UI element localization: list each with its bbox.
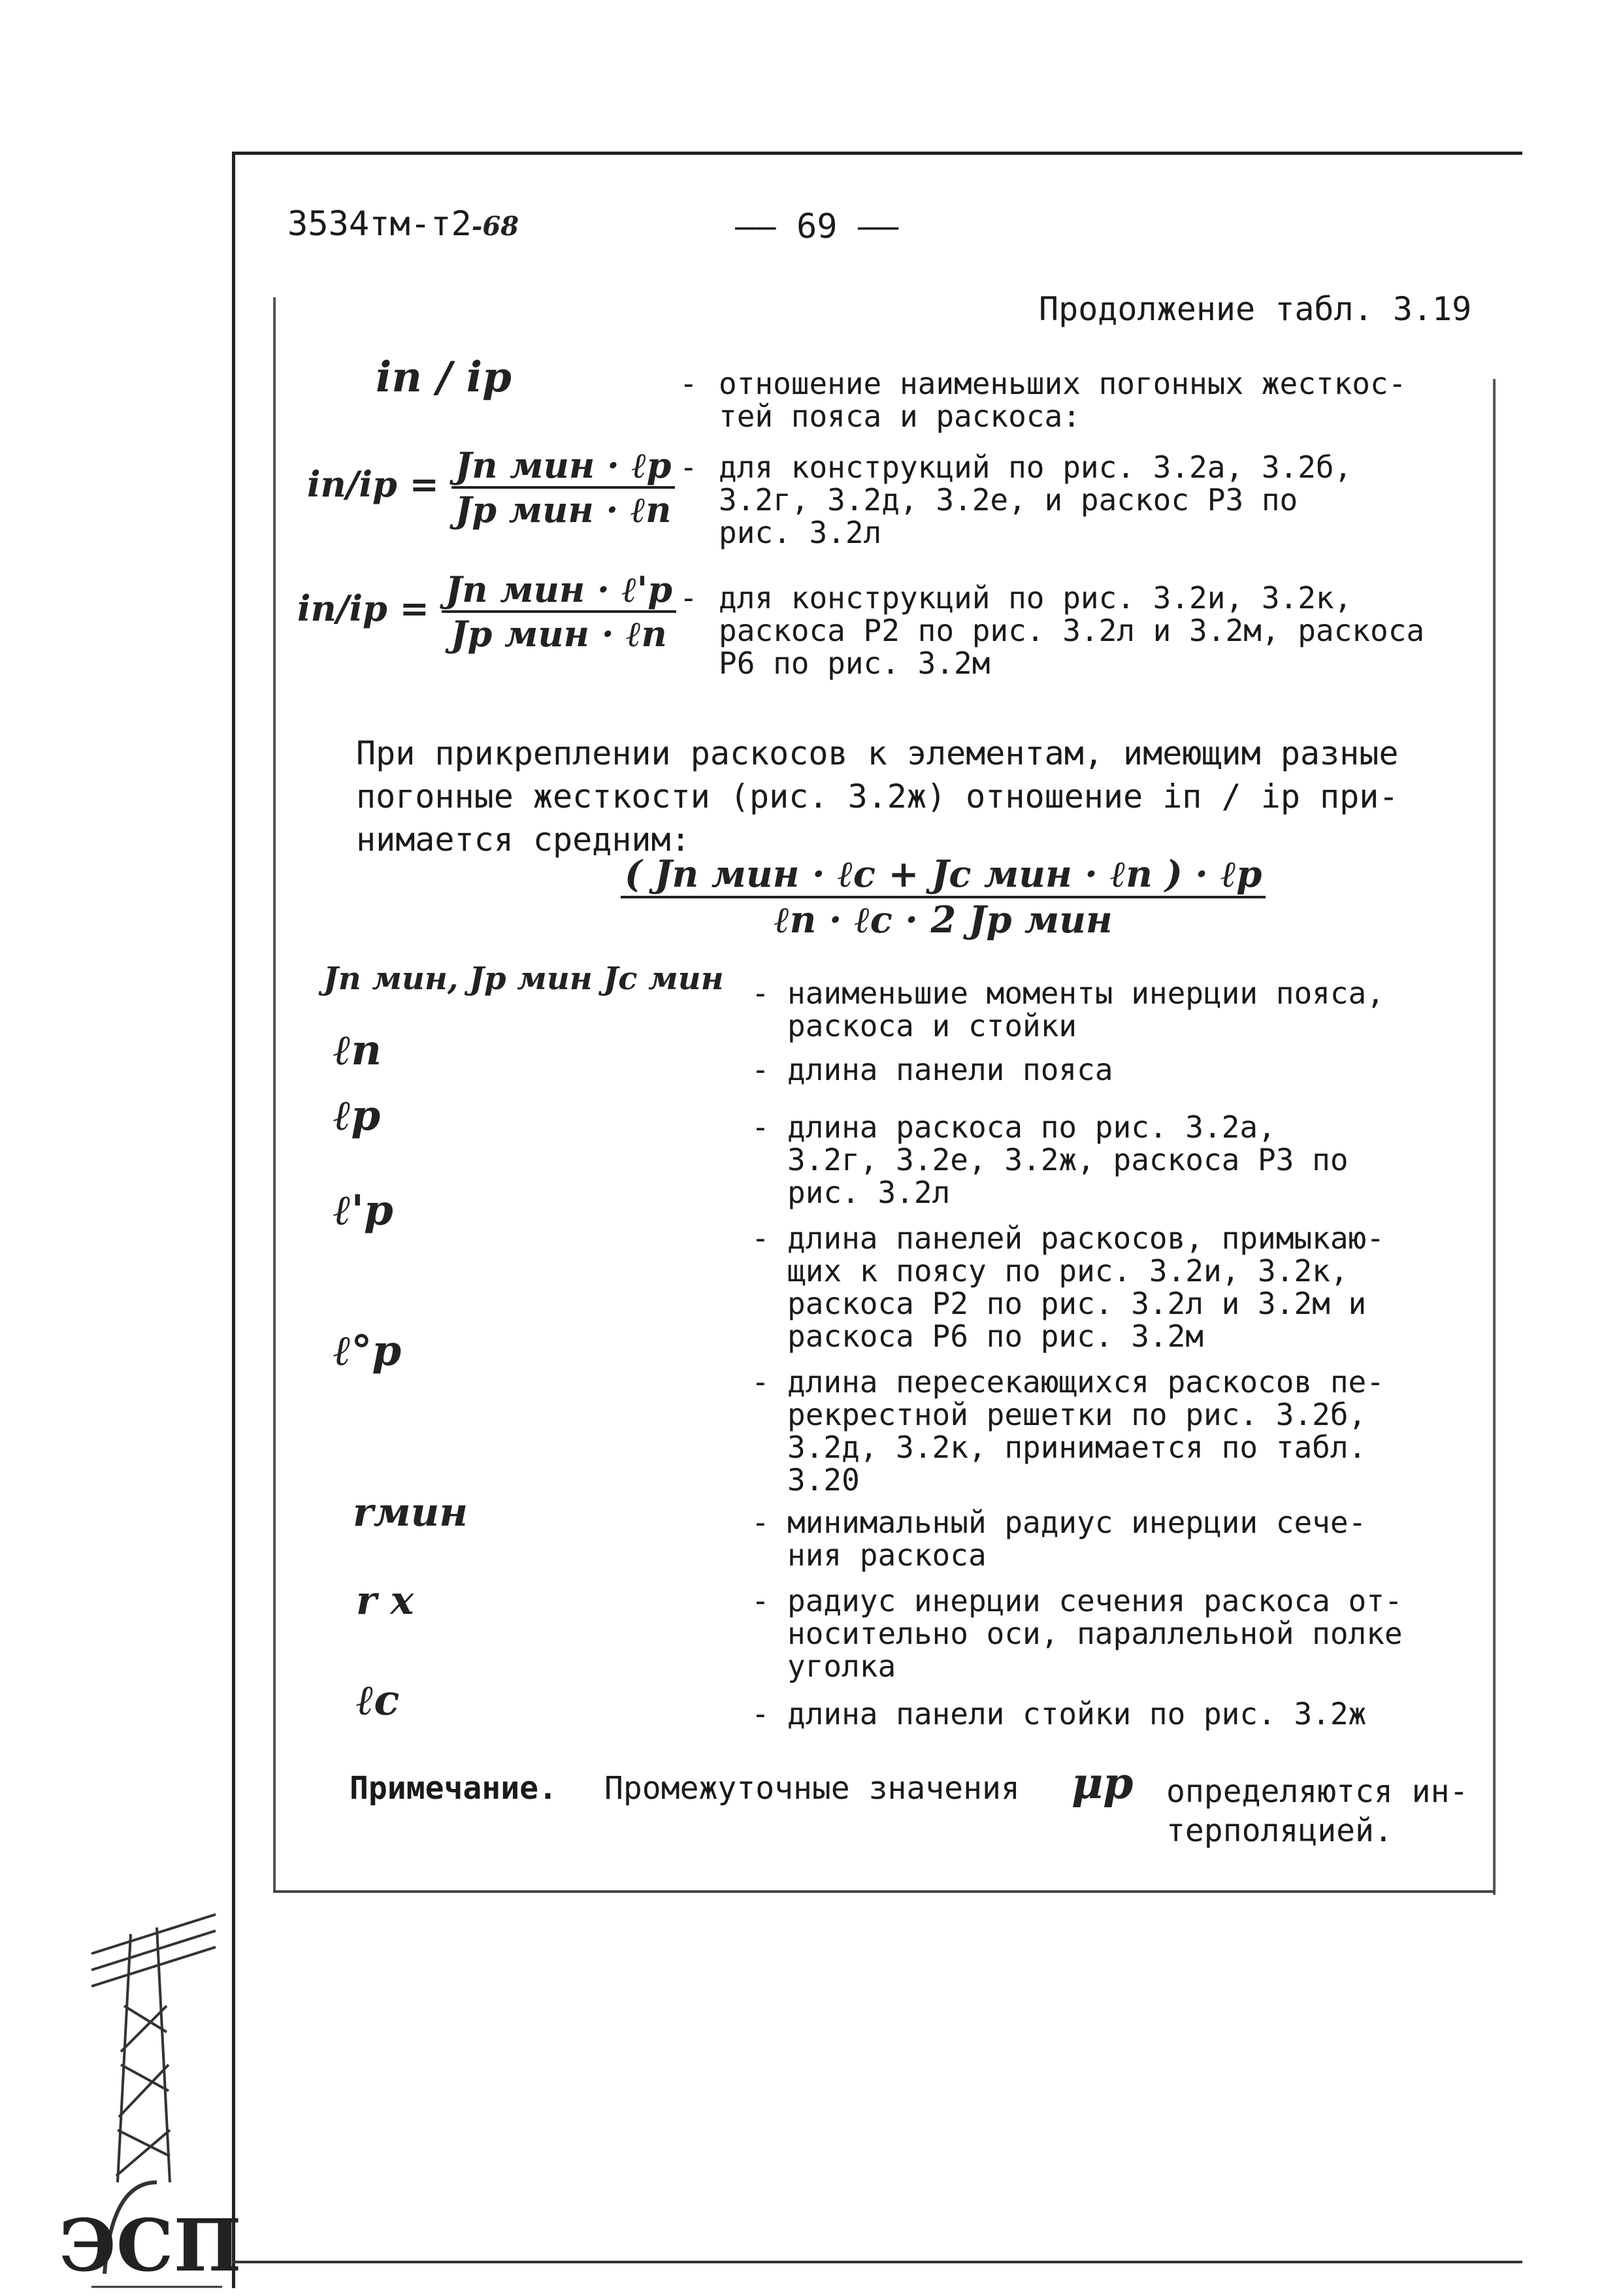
def-symbol: ℓ'р bbox=[333, 1186, 393, 1235]
dash: - bbox=[751, 1696, 770, 1731]
frame-bottom-border bbox=[232, 2261, 1522, 2263]
def-text: длина панелей раскосов, примыкаю- щих к поясу по рис. 3.2и, 3.2к, раскоса P2 по рис. 3.2л и 3.2м и раскоса P6 по рис. 3.2м bbox=[787, 1221, 1384, 1354]
dash: - bbox=[751, 1052, 770, 1087]
def-text: радиус инерции сечения раскоса от- носительно оси, параллельной полке уголка bbox=[787, 1583, 1403, 1684]
def-symbol: r x bbox=[356, 1578, 414, 1624]
note-symbol: μр bbox=[1072, 1758, 1134, 1809]
table-bottom-border bbox=[273, 1890, 1495, 1893]
def-symbol: ℓс bbox=[356, 1676, 400, 1725]
formula-ratio-2: iп/iр = $\frac{\text{Jп мин · ℓ'р}}{\text{Jр мин · ℓп}}$ bbox=[297, 568, 676, 655]
def-text: длина панели пояса bbox=[787, 1052, 1113, 1087]
paragraph-text: При прикреплении раскосов к элементам, имеющим разные погонные жесткости (рис. 3.2ж) отношение iп / iр при- нимается средним: bbox=[356, 734, 1399, 859]
note-text-after: определяются ин- терполяцией. bbox=[1166, 1773, 1469, 1849]
def-text: наименьшие моменты инерции пояса, раскоса и стойки bbox=[787, 976, 1384, 1043]
formula-ratio-1: iп/iр = $\frac{\text{Jп мин · ℓр}}{\text{Jр мин · ℓп}}$ bbox=[307, 444, 675, 531]
dash: - bbox=[751, 1109, 770, 1145]
page-number: 69 bbox=[796, 207, 838, 246]
doc-code: 3534тм-т2-68 bbox=[287, 205, 519, 244]
frame-left-border bbox=[232, 152, 235, 2288]
dash: - bbox=[751, 1583, 770, 1618]
table-right-border bbox=[1493, 379, 1496, 1895]
def-text: длина раскоса по рис. 3.2а, 3.2г, 3.2е, 3.2ж, раскоса P3 по рис. 3.2л bbox=[787, 1109, 1349, 1210]
note-label: Примечание. bbox=[350, 1770, 557, 1807]
def-symbol: rмин bbox=[353, 1490, 468, 1535]
dash: - bbox=[680, 450, 698, 485]
esp-logo bbox=[59, 1908, 242, 2293]
note-text-before: Промежуточные значения bbox=[604, 1770, 1020, 1807]
def-ratio-text: отношение наименьших погонных жесткос- тей пояса и раскоса: bbox=[719, 366, 1407, 434]
table-title: Продолжение табл. 3.19 bbox=[1039, 290, 1472, 328]
def-symbol: ℓп bbox=[333, 1026, 382, 1075]
def-formula-1-text: для конструкций по рис. 3.2а, 3.2б, 3.2г, 3.2д, 3.2е, и раскос P3 по рис. 3.2л bbox=[719, 450, 1352, 550]
def-symbol: ℓр bbox=[333, 1091, 381, 1140]
def-text: длина пересекающихся раскосов пе- рекрестной решетки по рис. 3.2б, 3.2д, 3.2к, принимается по табл. 3.20 bbox=[787, 1364, 1384, 1498]
svg-text:ЭСП: ЭСП bbox=[59, 2203, 242, 2288]
mean-formula: $\frac{\text{( Jп мин · ℓс + Jс мин · ℓп ) · ℓр}}{\text{ℓп · ℓс · 2 Jр мин}}$ bbox=[621, 853, 1266, 942]
def-symbol: ℓ°р bbox=[333, 1326, 402, 1375]
page-number-row: —— 69 —— bbox=[735, 207, 899, 246]
dash: - bbox=[751, 1505, 770, 1540]
def-symbol: Jп мин, Jр мин Jс мин bbox=[323, 960, 724, 997]
table-left-border bbox=[273, 297, 276, 1892]
doc-code-handwritten: -68 bbox=[471, 211, 519, 242]
def-text: длина панели стойки по рис. 3.2ж bbox=[787, 1696, 1367, 1731]
dash: - bbox=[751, 1221, 770, 1256]
def-text: минимальный радиус инерции сече- ния раскоса bbox=[787, 1505, 1367, 1573]
frame-top-border bbox=[232, 152, 1522, 155]
dash: - bbox=[751, 976, 770, 1011]
dash: - bbox=[680, 580, 698, 615]
dash: - bbox=[751, 1364, 770, 1400]
ratio-symbol: iп / iр bbox=[376, 353, 512, 402]
def-formula-2-text: для конструкций по рис. 3.2и, 3.2к, раскоса P2 по рис. 3.2л и 3.2м, раскоса P6 по рис. 3.2м bbox=[719, 580, 1425, 681]
dash: - bbox=[680, 366, 698, 401]
